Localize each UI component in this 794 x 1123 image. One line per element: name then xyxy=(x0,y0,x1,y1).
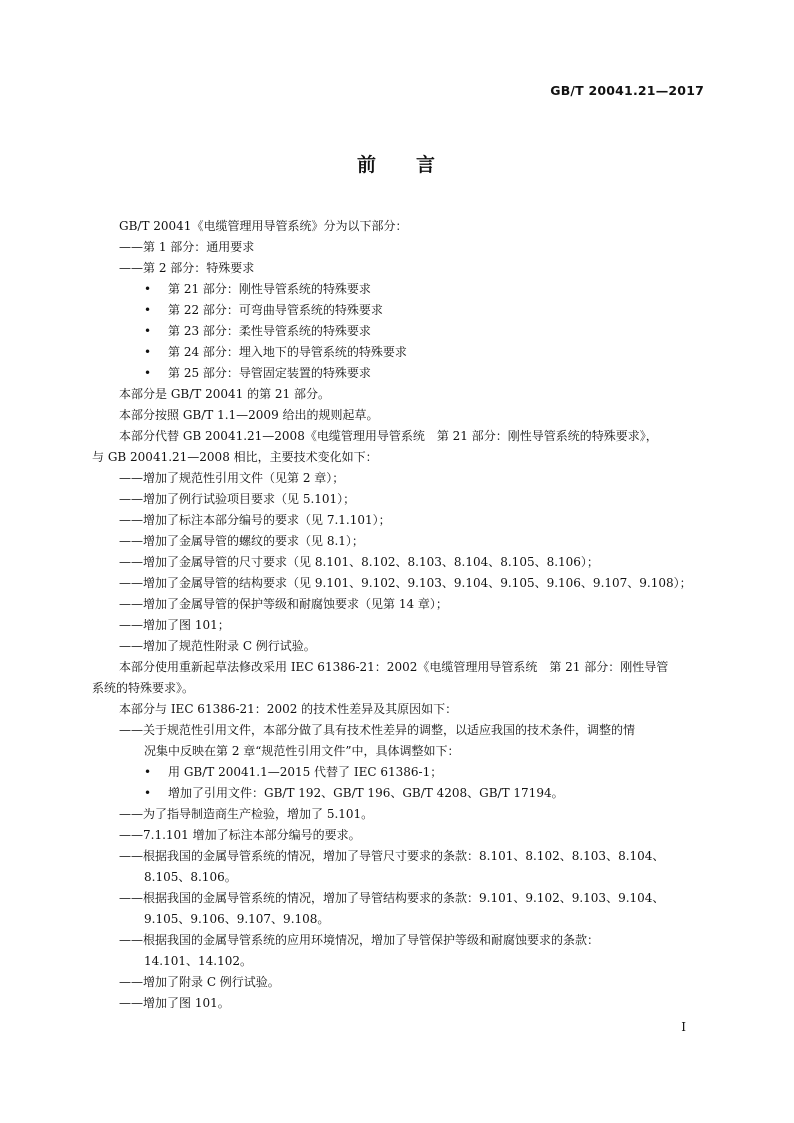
dash-item: ——根据我国的金属导管系统的情况，增加了导管尺寸要求的条款：8.101、8.102、8.103、8.104、 xyxy=(119,849,665,863)
dash-item: ——第 2 部分：特殊要求 xyxy=(119,261,255,275)
title-char-1: 前 xyxy=(356,154,378,176)
bullet-text: 第 23 部分：柔性导管系统的特殊要求 xyxy=(168,324,371,338)
bullet-item xyxy=(92,783,706,804)
dash-item: ——增加了例行试验项目要求（见 5.101）； xyxy=(119,492,356,506)
dash-item: ——增加了规范性引用文件（见第 2 章）； xyxy=(119,471,345,485)
paragraph-line: 本部分与 IEC 61386-21：2002 的技术性差异及其原因如下： xyxy=(119,702,458,716)
bullet-text: 第 22 部分：可弯曲导管系统的特殊要求 xyxy=(168,303,383,317)
bullet-text: 增加了引用文件：GB/T 192、GB/T 196、GB/T 4208、GB/T 17194。 xyxy=(168,786,564,800)
dash-item: ——增加了金属导管的保护等级和耐腐蚀要求（见第 14 章）； xyxy=(119,597,448,611)
bullet-item xyxy=(92,321,706,342)
dash-item: ——增加了标注本部分编号的要求（见 7.1.101）； xyxy=(119,513,391,527)
dash-item-continuation: 况集中反映在第 2 章“规范性引用文件”中，具体调整如下： xyxy=(144,744,460,758)
dash-item: ——增加了金属导管的尺寸要求（见 8.101、8.102、8.103、8.104、8.105、8.106）； xyxy=(119,555,599,569)
bullet-text: 用 GB/T 20041.1—2015 代替了 IEC 61386-1； xyxy=(168,765,443,779)
paragraph-line: 系统的特殊要求》。 xyxy=(92,681,195,695)
dash-item: ——关于规范性引用文件，本部分做了具有技术性差异的调整，以适应我国的技术条件，调整的情 xyxy=(119,723,636,737)
paragraph-line: 与 GB 20041.21—2008 相比，主要技术变化如下： xyxy=(92,450,378,464)
dash-item: ——为了指导制造商生产检验，增加了 5.101。 xyxy=(119,807,374,821)
dash-item: ——增加了附录 C 例行试验。 xyxy=(119,975,280,989)
dash-item: ——增加了图 101。 xyxy=(119,996,230,1010)
bullet-icon: • xyxy=(144,786,152,800)
bullet-text: 第 25 部分：导管固定装置的特殊要求 xyxy=(168,366,371,380)
bullet-icon: • xyxy=(144,366,152,380)
bullet-item xyxy=(92,342,706,363)
bullet-icon: • xyxy=(144,345,152,359)
bullet-text: 第 24 部分：埋入地下的导管系统的特殊要求 xyxy=(168,345,407,359)
page-number: I xyxy=(681,1020,686,1034)
bullet-icon: • xyxy=(144,282,152,296)
paragraph-line: 本部分按照 GB/T 1.1—2009 给出的规则起草。 xyxy=(119,408,379,422)
dash-item: ——增加了图 101； xyxy=(119,618,230,632)
dash-item-continuation: 9.105、9.106、9.107、9.108。 xyxy=(144,912,330,926)
bullet-icon: • xyxy=(144,324,152,338)
bullet-icon: • xyxy=(144,303,152,317)
dash-item: ——7.1.101 增加了标注本部分编号的要求。 xyxy=(119,828,361,842)
dash-item: ——根据我国的金属导管系统的应用环境情况，增加了导管保护等级和耐腐蚀要求的条款： xyxy=(119,933,600,947)
title-char-2: 言 xyxy=(416,154,438,176)
dash-item-continuation: 14.101、14.102。 xyxy=(144,954,252,968)
paragraph-line: 本部分代替 GB 20041.21—2008《电缆管理用导管系统 第 21 部分：刚性导管系统的特殊要求》， xyxy=(119,429,658,443)
dash-item: ——增加了金属导管的结构要求（见 9.101、9.102、9.103、9.104、9.105、9.106、9.107、9.108）； xyxy=(119,576,692,590)
dash-item: ——增加了金属导管的螺纹的要求（见 8.1）； xyxy=(119,534,364,548)
bullet-item xyxy=(92,363,706,384)
page-title xyxy=(0,150,794,177)
document-code: GB/T 20041.21—2017 xyxy=(550,83,704,98)
dash-item: ——第 1 部分：通用要求 xyxy=(119,240,255,254)
bullet-item xyxy=(92,279,706,300)
bullet-item xyxy=(92,762,706,783)
dash-item: ——增加了规范性附录 C 例行试验。 xyxy=(119,639,316,653)
bullet-text: 第 21 部分：刚性导管系统的特殊要求 xyxy=(168,282,371,296)
paragraph-line: 本部分使用重新起草法修改采用 IEC 61386-21：2002《电缆管理用导管系统 第 21 部分：刚性导管 xyxy=(119,660,669,674)
foreword-body xyxy=(92,216,706,1014)
dash-item-continuation: 8.105、8.106。 xyxy=(144,870,237,884)
bullet-item xyxy=(92,300,706,321)
paragraph-line: 本部分是 GB/T 20041 的第 21 部分。 xyxy=(119,387,330,401)
dash-item: ——根据我国的金属导管系统的情况，增加了导管结构要求的条款：9.101、9.102、9.103、9.104、 xyxy=(119,891,665,905)
paragraph-line: GB/T 20041《电缆管理用导管系统》分为以下部分： xyxy=(119,219,408,233)
bullet-icon: • xyxy=(144,765,152,779)
